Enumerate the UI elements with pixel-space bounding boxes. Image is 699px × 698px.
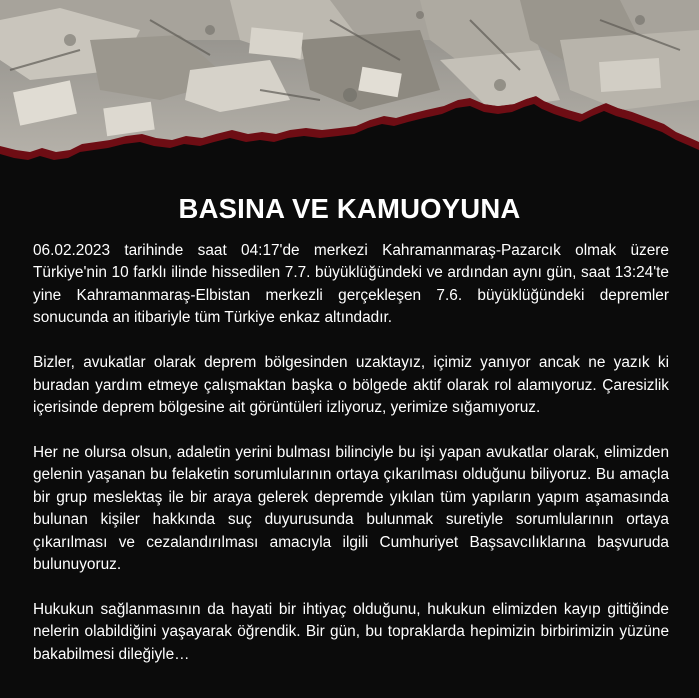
paragraph: 06.02.2023 tarihinde saat 04:17'de merkezi Kahramanmaraş-Pazarcık olmak üzere Türkiye'nin 10 farklı ilinde hissedilen 7.7. büyüklüğündeki ve ardından aynı gün, saat 13:24'te yine Kahramanmaraş-Elbistan merkezli gerçekleşen 7.6. büyüklüğündeki depremler sonucunda an itibariyle tüm Türkiye enkaz altındadır. (33, 242, 669, 327)
statement-body (33, 240, 669, 689)
paragraph: Bizler, avukatlar olarak deprem bölgesinden uzaktayız, içimiz yanıyor ancak ne yazık ki buradan yardım etmeye çalışmaktan başka o bölgede aktif olarak rol alamıyoruz. Çaresizlik içerisinde deprem bölgesine ait görüntüleri izliyoruz, yerimize sığamıyoruz. (33, 354, 669, 417)
page-title: BASINA VE KAMUOYUNA (178, 193, 521, 224)
paragraph: Hukukun sağlanmasının da hayati bir ihtiyaç olduğunu, hukukun elimizden kayıp gittiğinde nelerin olabildiğini yaşayarak öğrendik. Bir gün, bu topraklarda hepimizin birbirimizin yüzüne bakabilmesi dileğiyle… (33, 601, 669, 663)
paragraph: Her ne olursa olsun, adaletin yerini bulması bilinciyle bu işi yapan avukatlar olarak, elimizden gelenin yaşanan bu felaketin sorumlularının ortaya çıkarılması olduğunu biliyoruz. Bu amaçla bir grup meslektaş ile bir araya gelerek depremde yıkılan tüm yapıların yapım aşamasında bulunan kişiler hakkında suç duyurusunda bulunmak suretiyle sorumlularının ortaya çıkarılması ve cezalandırılması amacıyla ilgili Cumhuriyet Başsavcılıklarına başvuruda bulunuyoruz. (33, 444, 669, 574)
earthquake-rubble-banner (0, 0, 699, 160)
